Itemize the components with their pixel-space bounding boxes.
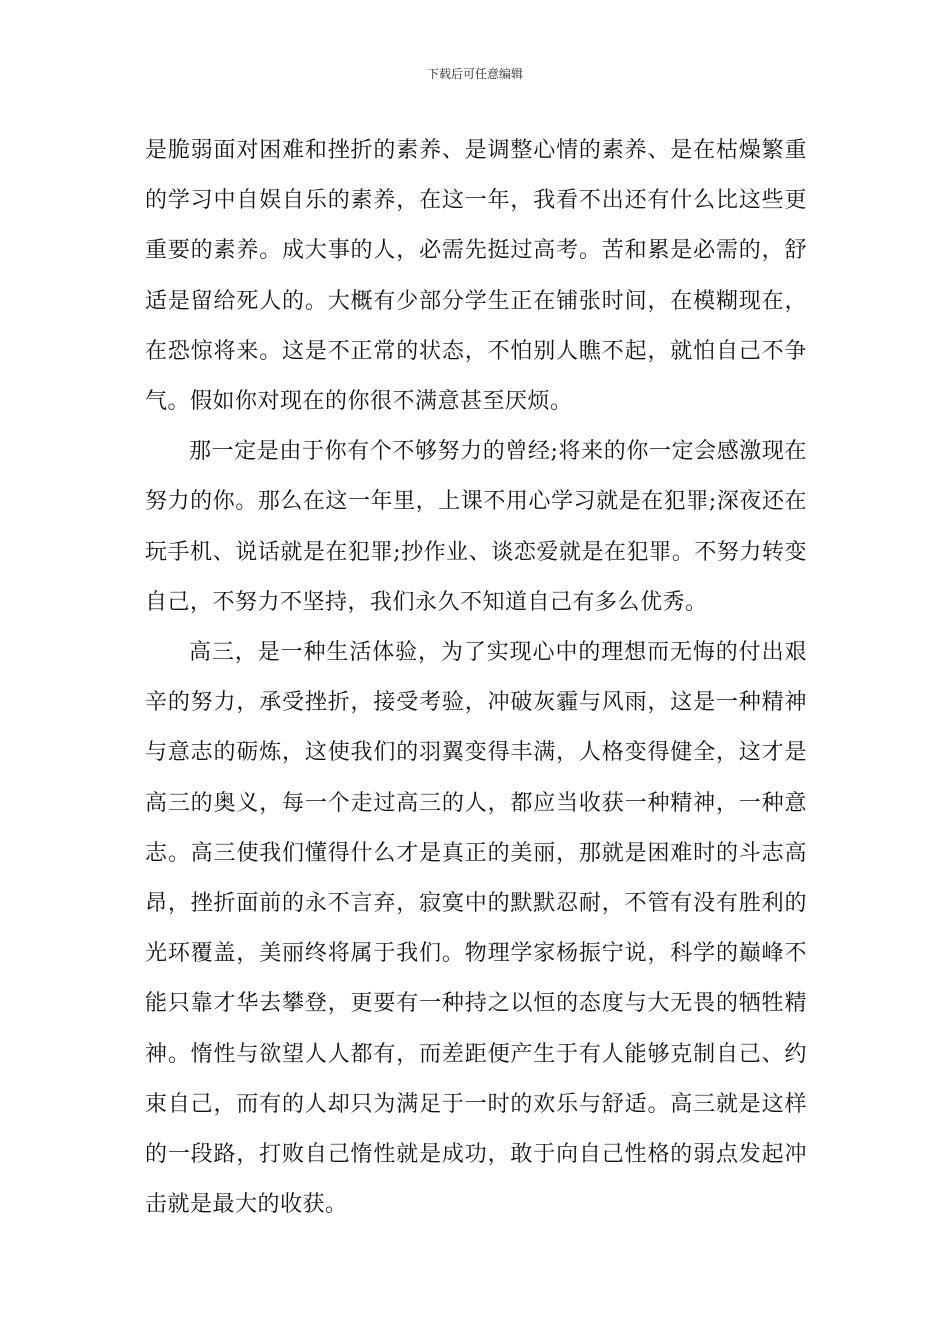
page-header: 下载后可任意编辑 [426,67,523,81]
paragraph-2: 那一定是由于你有个不够努力的曾经;将来的你一定会感激现在努力的你。那么在这一年里，上课不用心学习就是在犯罪;深夜还在玩手机、说话就是在犯罪;抄作业、谈恋爱就是在犯罪。不努力转变自己，不努力不坚持，我们永久不知道自己有多么优秀。 [145,439,807,615]
document-body [145,126,807,1230]
paragraph-3: 高三，是一种生活体验，为了实现心中的理想而无悔的付出艰辛的努力，承受挫折，接受考验，冲破灰霾与风雨，这是一种精神与意志的砺炼，这使我们的羽翼变得丰满，人格变得健全，这才是高三的奥义，每一个走过高三的人，都应当收获一种精神，一种意志。高三使我们懂得什么才是真正的美丽，那就是困难时的斗志高昂，挫折面前的永不言弃，寂寞中的默默忍耐，不管有没有胜利的光环覆盖，美丽终将属于我们。物理学家杨振宁说，科学的巅峰不能只靠才华去攀登，更要有一种持之以恒的态度与大无畏的牺牲精神。惰性与欲望人人都有，而差距便产生于有人能够克制自己、约束自己，而有的人却只为满足于一时的欢乐与舒适。高三就是这样的一段路，打败自己惰性就是成功，敢于向自己性格的弱点发起冲击就是最大的收获。 [145,640,807,1218]
paragraph-1: 是脆弱面对困难和挫折的素养、是调整心情的素养、是在枯燥繁重的学习中自娱自乐的素养，在这一年，我看不出还有什么比这些更重要的素养。成大事的人，必需先挺过高考。苦和累是必需的，舒适是留给死人的。大概有少部分学生正在铺张时间，在模糊现在，在恐惊将来。这是不正常的状态，不怕别人瞧不起，就怕自己不争气。假如你对现在的你很不满意甚至厌烦。 [145,138,807,415]
